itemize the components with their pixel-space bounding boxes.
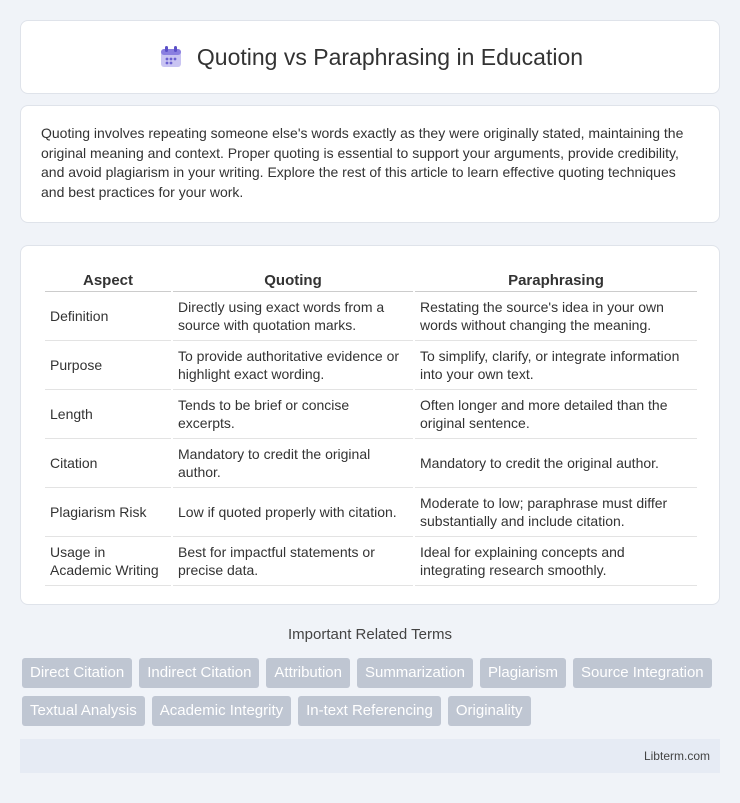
table-cell: Usage in Academic Writing bbox=[45, 537, 171, 586]
table-cell: Restating the source's idea in your own words without changing the meaning. bbox=[415, 292, 697, 341]
tag-summarization[interactable]: Summarization bbox=[357, 658, 473, 688]
table-cell: Directly using exact words from a source with quotation marks. bbox=[173, 292, 413, 341]
table-row bbox=[45, 537, 697, 586]
intro-card bbox=[20, 105, 720, 223]
page-title: Quoting vs Paraphrasing in Education bbox=[196, 43, 584, 70]
table-row bbox=[45, 439, 697, 488]
tag-plagiarism[interactable]: Plagiarism bbox=[480, 658, 566, 688]
tag-academic-integrity[interactable]: Academic Integrity bbox=[152, 696, 291, 726]
tag-source-integration[interactable]: Source Integration bbox=[573, 658, 712, 688]
footer bbox=[20, 739, 720, 773]
related-terms-list bbox=[22, 658, 722, 726]
header-paraphrasing: Paraphrasing bbox=[415, 266, 697, 292]
table-cell: Often longer and more detailed than the original sentence. bbox=[415, 390, 697, 439]
table-cell: Low if quoted properly with citation. bbox=[173, 488, 413, 537]
table-cell: Tends to be brief or concise excerpts. bbox=[173, 390, 413, 439]
table-cell: Ideal for explaining concepts and integrating research smoothly. bbox=[415, 537, 697, 586]
header-quoting: Quoting bbox=[173, 266, 413, 292]
calendar-icon bbox=[157, 43, 185, 71]
table-header-row bbox=[45, 266, 697, 292]
comparison-table bbox=[43, 266, 699, 586]
comparison-table-card bbox=[20, 245, 720, 605]
table-cell: Length bbox=[45, 390, 171, 439]
table-row bbox=[45, 341, 697, 390]
table-row bbox=[45, 292, 697, 341]
table-cell: Plagiarism Risk bbox=[45, 488, 171, 537]
tag-indirect-citation[interactable]: Indirect Citation bbox=[139, 658, 259, 688]
table-row bbox=[45, 390, 697, 439]
table-cell: Purpose bbox=[45, 341, 171, 390]
table-cell: To simplify, clarify, or integrate information into your own text. bbox=[415, 341, 697, 390]
tag-attribution[interactable]: Attribution bbox=[266, 658, 350, 688]
tag-direct-citation[interactable]: Direct Citation bbox=[22, 658, 132, 688]
tag-originality[interactable]: Originality bbox=[448, 696, 531, 726]
table-cell: Best for impactful statements or precise data. bbox=[173, 537, 413, 586]
footer-site-link[interactable]: Libterm.com bbox=[643, 749, 710, 763]
tag-textual-analysis[interactable]: Textual Analysis bbox=[22, 696, 145, 726]
table-cell: Definition bbox=[45, 292, 171, 341]
title-card bbox=[20, 20, 720, 94]
intro-text: Quoting involves repeating someone else's words exactly as they were originally stated, maintaining the original meaning and context. Proper quoting is essential to support your arguments, provide credibility, and avoid plagiarism in your writing. Explore the rest of this article to learn effective quoting techniques and best practices for your work. bbox=[41, 125, 684, 200]
tag-in-text-referencing[interactable]: In-text Referencing bbox=[298, 696, 441, 726]
table-cell: To provide authoritative evidence or highlight exact wording. bbox=[173, 341, 413, 390]
related-terms-heading: Important Related Terms bbox=[288, 626, 452, 643]
table-row bbox=[45, 488, 697, 537]
table-cell: Mandatory to credit the original author. bbox=[173, 439, 413, 488]
table-cell: Moderate to low; paraphrase must differ substantially and include citation. bbox=[415, 488, 697, 537]
table-cell: Mandatory to credit the original author. bbox=[415, 439, 697, 488]
header-aspect: Aspect bbox=[45, 266, 171, 292]
table-cell: Citation bbox=[45, 439, 171, 488]
